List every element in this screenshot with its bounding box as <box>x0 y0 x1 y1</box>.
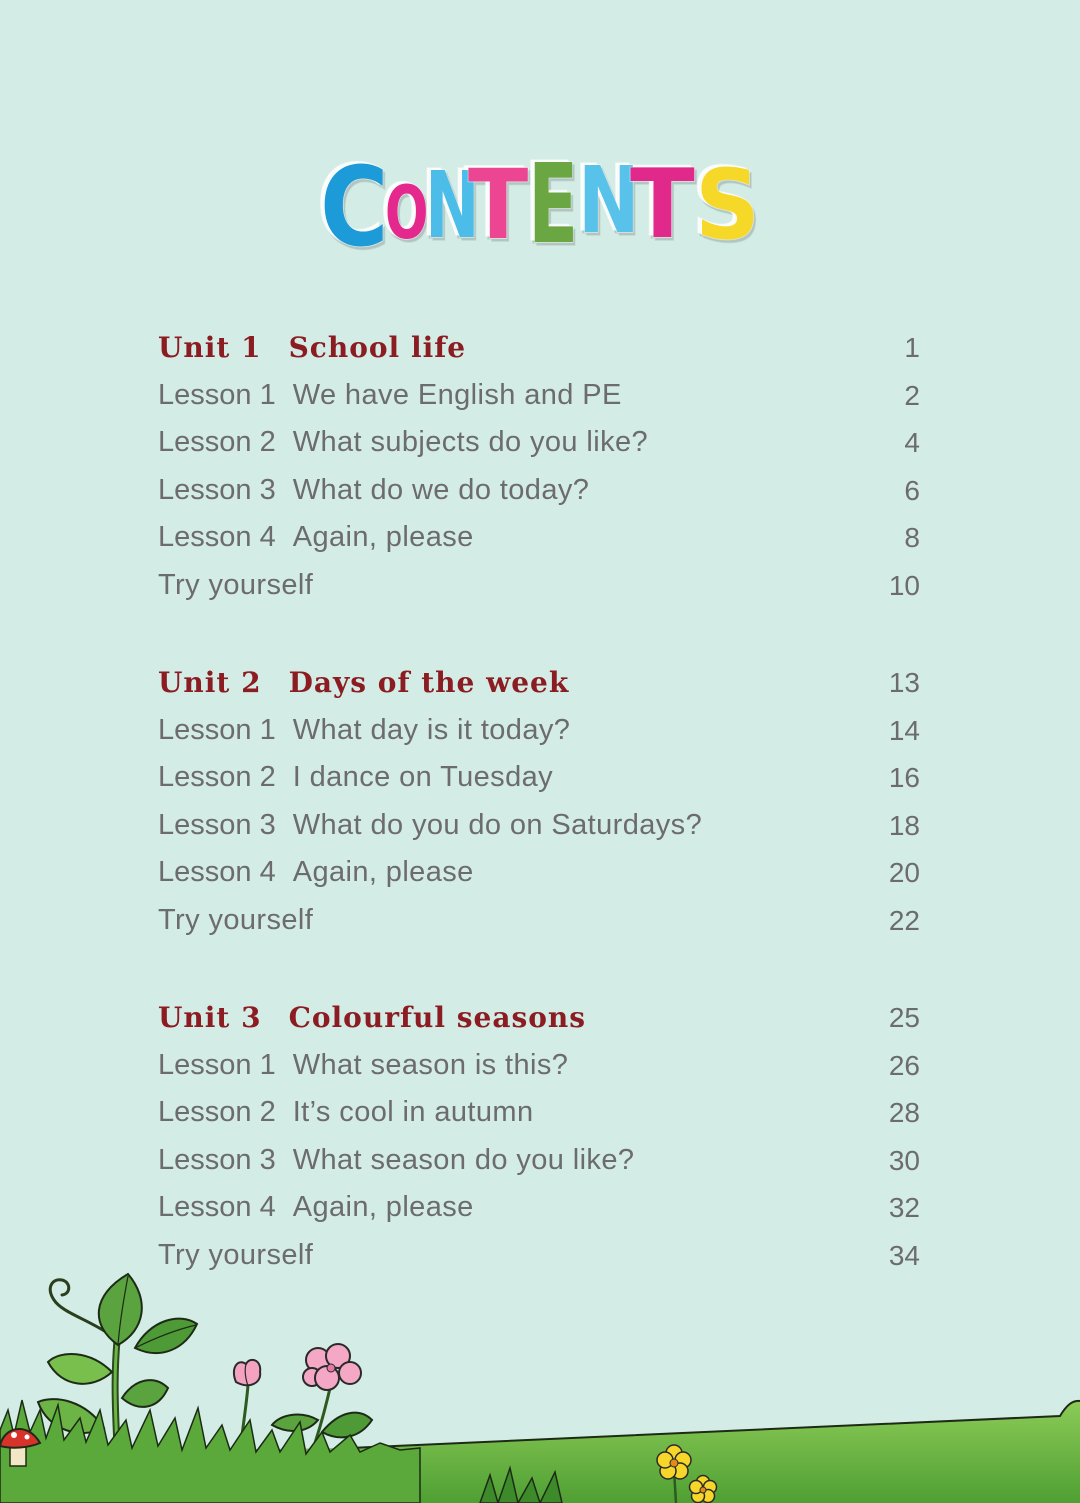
lesson-label: Lesson 2 <box>158 1096 276 1128</box>
page-number: 14 <box>888 714 920 746</box>
page-number: 13 <box>888 667 920 698</box>
lesson-title: We have English and PE <box>292 378 622 411</box>
unit-1-section <box>158 324 920 609</box>
lesson-label: Lesson 4 <box>158 1191 276 1223</box>
lesson-title: What day is it today? <box>292 713 571 746</box>
lesson-title: I dance on Tuesday <box>292 761 554 793</box>
page-number: 34 <box>888 1239 920 1271</box>
unit-number: Unit 3 <box>158 1001 262 1034</box>
lesson-label: Lesson 3 <box>158 473 276 506</box>
lesson-title: What season is this? <box>292 1048 569 1081</box>
page-number: 26 <box>888 1049 920 1081</box>
lesson-label: Lesson 2 <box>158 761 276 793</box>
lesson-label: Lesson 1 <box>158 1048 276 1081</box>
title-letter-3: N <box>425 151 480 259</box>
leaf-icon <box>122 1380 168 1407</box>
page-number: 28 <box>888 1097 920 1128</box>
page-number: 22 <box>888 904 920 936</box>
lesson-label: Lesson 1 <box>158 378 276 411</box>
page-number: 20 <box>888 857 920 888</box>
title-letter-8: S <box>695 149 760 261</box>
try-yourself-row <box>158 897 920 945</box>
unit-heading <box>158 324 920 372</box>
leaf-icon <box>48 1354 112 1384</box>
try-yourself-row <box>158 1232 920 1280</box>
mushroom-dot <box>11 1432 17 1438</box>
unit-number: Unit 2 <box>158 666 262 699</box>
review-title: Try yourself <box>158 1238 314 1271</box>
vine-tendril-icon <box>50 1280 106 1332</box>
title-letter-2: O <box>385 170 429 256</box>
try-yourself-row <box>158 562 920 610</box>
unit-number: Unit 1 <box>158 331 262 364</box>
lesson-title: Again, please <box>292 856 474 888</box>
contents-title-logo <box>300 140 780 270</box>
lesson-row <box>158 1089 920 1137</box>
unit-title: Colourful seasons <box>288 1001 587 1034</box>
lesson-row <box>158 419 920 467</box>
page-number: 25 <box>888 1002 920 1033</box>
flower-center <box>327 1364 335 1372</box>
unit-heading <box>158 994 920 1042</box>
page-number: 18 <box>888 809 920 841</box>
title-letter-7: T <box>630 150 695 260</box>
lesson-label: Lesson 4 <box>158 521 276 553</box>
flower-center <box>670 1459 678 1467</box>
lesson-row <box>158 802 920 850</box>
lesson-label: Lesson 3 <box>158 1143 276 1176</box>
lesson-title: What do we do today? <box>292 473 590 506</box>
lesson-row <box>158 467 920 515</box>
mushroom-dot <box>25 1435 30 1440</box>
lesson-row <box>158 849 920 897</box>
lesson-label: Lesson 2 <box>158 426 276 458</box>
lesson-title: What do you do on Saturdays? <box>292 808 703 841</box>
page-number: 10 <box>888 569 920 601</box>
lesson-row <box>158 707 920 755</box>
page-number: 8 <box>904 522 920 553</box>
lesson-title: Again, please <box>292 521 474 553</box>
page-number: 1 <box>904 332 920 363</box>
lesson-row <box>158 754 920 802</box>
title-letter-5: E <box>528 140 579 270</box>
lesson-title: Again, please <box>292 1191 474 1223</box>
lesson-label: Lesson 1 <box>158 713 276 746</box>
title-letter-6: N <box>578 146 640 255</box>
table-of-contents <box>158 324 920 1329</box>
lesson-row <box>158 1137 920 1185</box>
flower-center <box>700 1487 706 1493</box>
page-number: 32 <box>888 1192 920 1223</box>
lesson-title: It’s cool in autumn <box>292 1096 534 1128</box>
leaf-icon <box>322 1413 372 1438</box>
lesson-label: Lesson 4 <box>158 856 276 888</box>
unit-heading <box>158 659 920 707</box>
title-letter-1: C <box>320 143 389 270</box>
lesson-title: What subjects do you like? <box>292 426 649 458</box>
page-number: 4 <box>904 427 920 458</box>
unit-title: Days of the week <box>288 666 570 699</box>
contents-title <box>320 141 760 270</box>
unit-3-section <box>158 994 920 1279</box>
page-number: 2 <box>904 379 920 411</box>
page-number: 6 <box>904 474 920 506</box>
leaf-icon <box>99 1274 142 1345</box>
page-number: 30 <box>888 1144 920 1176</box>
unit-title: School life <box>288 331 467 364</box>
lesson-row <box>158 514 920 562</box>
lesson-title: What season do you like? <box>292 1143 635 1176</box>
page-number: 16 <box>888 762 920 793</box>
lesson-row <box>158 1184 920 1232</box>
review-title: Try yourself <box>158 568 314 601</box>
review-title: Try yourself <box>158 903 314 936</box>
lesson-row <box>158 372 920 420</box>
title-letter-4: T <box>468 148 529 261</box>
unit-2-section <box>158 659 920 944</box>
lesson-row <box>158 1042 920 1090</box>
lesson-label: Lesson 3 <box>158 808 276 841</box>
